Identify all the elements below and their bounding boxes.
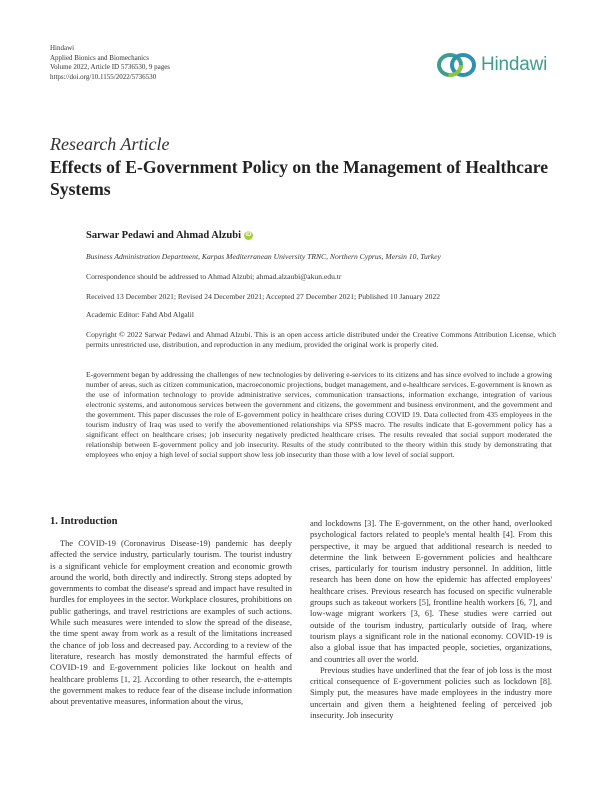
publisher-name: Hindawi xyxy=(50,44,75,52)
intro-paragraph: Previous studies have underlined that the fear of job loss is the most critical consequence of E-government policies such as lockdown [8]. Simply put, the measures have made employees in the industry more uncertain and given them a heightened feeling of perceived job insecurity. Job insecurity xyxy=(310,665,552,721)
authors: Sarwar Pedawi and Ahmad Alzubi xyxy=(86,230,242,241)
intro-paragraph: and lockdowns [3]. The E-government, on the other hand, overlooked psychological factors related to people's mental health [4]. From this perspective, it may be argued that additional research is needed to determine the link between E-government policies and healthcare crises, particularly for tourism industry personnel. In addition, little research has been done on how the epidemic has affected employees' healthcare crises. Previous research has focused on specific vulnerable groups such as takeout workers [5], frontline health workers [6, 7], and low-wage migrant workers [3, 6]. These studies were carried out outside of the tourism industry, particularly outside of Iraq, where tourism plays a significant role in the national economy. COVID-19 is also a global issue that has impacted people, societies, organizations, and countries all over the world. xyxy=(310,519,552,664)
article-type: Research Article xyxy=(50,134,170,154)
intro-left-column: The COVID-19 (Coronavirus Disease-19) pandemic has deeply affected the service industry, particularly tourism. The tourist industry is a significant vehicle for employment creation and economic growth around the world, both directly and indirectly. Strong steps adopted by governments to combat the disease's spread and impact have resulted in hurdles for employees in the sector. Workplace closures, prohibitions on public gatherings, and travel restrictions are examples of such actions. While such measures were intended to slow the spread of the disease, the time spent away from work as a result of the limitations increased the chance of job loss and decreased pay. According to a review of the literature, research has mostly demonstrated the harmful effects of COVID-19 and E-government policies like lockout on health and healthcare problems [1, 2]. According to other research, the e-attempts the government makes to reduce fear of the disease include information about preventative measures, information about the virus, xyxy=(50,539,292,707)
author-line xyxy=(86,230,253,241)
logo-text: Hindawi xyxy=(481,54,548,75)
hindawi-logo xyxy=(436,50,556,80)
journal-info xyxy=(50,44,170,82)
intro-right-column xyxy=(310,518,552,721)
volume-info: Volume 2022, Article ID 5736530, 9 pages xyxy=(50,63,171,71)
doi-link[interactable]: https://doi.org/10.1155/2022/5736530 xyxy=(50,72,157,81)
journal-name: Applied Bionics and Biomechanics xyxy=(50,53,149,62)
orcid-icon[interactable]: iD xyxy=(245,232,252,238)
hindawi-logo-icon xyxy=(436,52,478,78)
academic-editor: Academic Editor: Fahd Abd Algalil xyxy=(86,310,194,319)
article-title: Effects of E-Government Policy on the Management of Healthcare Systems xyxy=(50,157,549,199)
publication-dates: Received 13 December 2021; Revised 24 December 2021; Accepted 27 December 2021; Published 10 January 2022 xyxy=(86,292,441,301)
correspondence: Correspondence should be addressed to Ahmad Alzubi; ahmad.alzaubi@akun.edu.tr xyxy=(86,272,342,281)
affiliation: Business Administration Department, Karpas Mediterranean University TRNC, Northern Cyprus, Mersin 10, Turkey xyxy=(86,252,441,261)
abstract: E-government began by addressing the challenges of new technologies by delivering e-services to its citizens and has since evolved to include a growing number of areas, such as citizen communication, macroeconomic projections, budget management, and e-healthcare services. E-government is known as the use of information technology to provide administrative services, communication transactions, information exchange, integration of various electronic systems, and autonomous services between the government and citizens, the government and business environment, and the government and the government. This paper discusses the role of E-government policy in healthcare crises during COVID 19. Data collected from 435 employees in the tourism industry of Iraq was used to verify the abovementioned relationships via SPSS macro. The results indicate that E-government policy has a significant effect on healthcare crises; job insecurity negatively predicted healthcare crises. The results revealed that social support moderated the relationship between E-government policy and job insecurity. Results of the study contributed to the theory within this study by demonstrating that employees who enjoy a high level of social support show less job insecurity than those with a low level of social support. xyxy=(86,370,552,459)
copyright-notice: Copyright © 2022 Sarwar Pedawi and Ahmad Alzubi. This is an open access article distributed under the Creative Commons Attribution License, which permits unrestricted use, distribution, and reproduction in any medium, provided the original work is properly cited. xyxy=(86,330,556,349)
section-heading: 1. Introduction xyxy=(50,516,118,527)
